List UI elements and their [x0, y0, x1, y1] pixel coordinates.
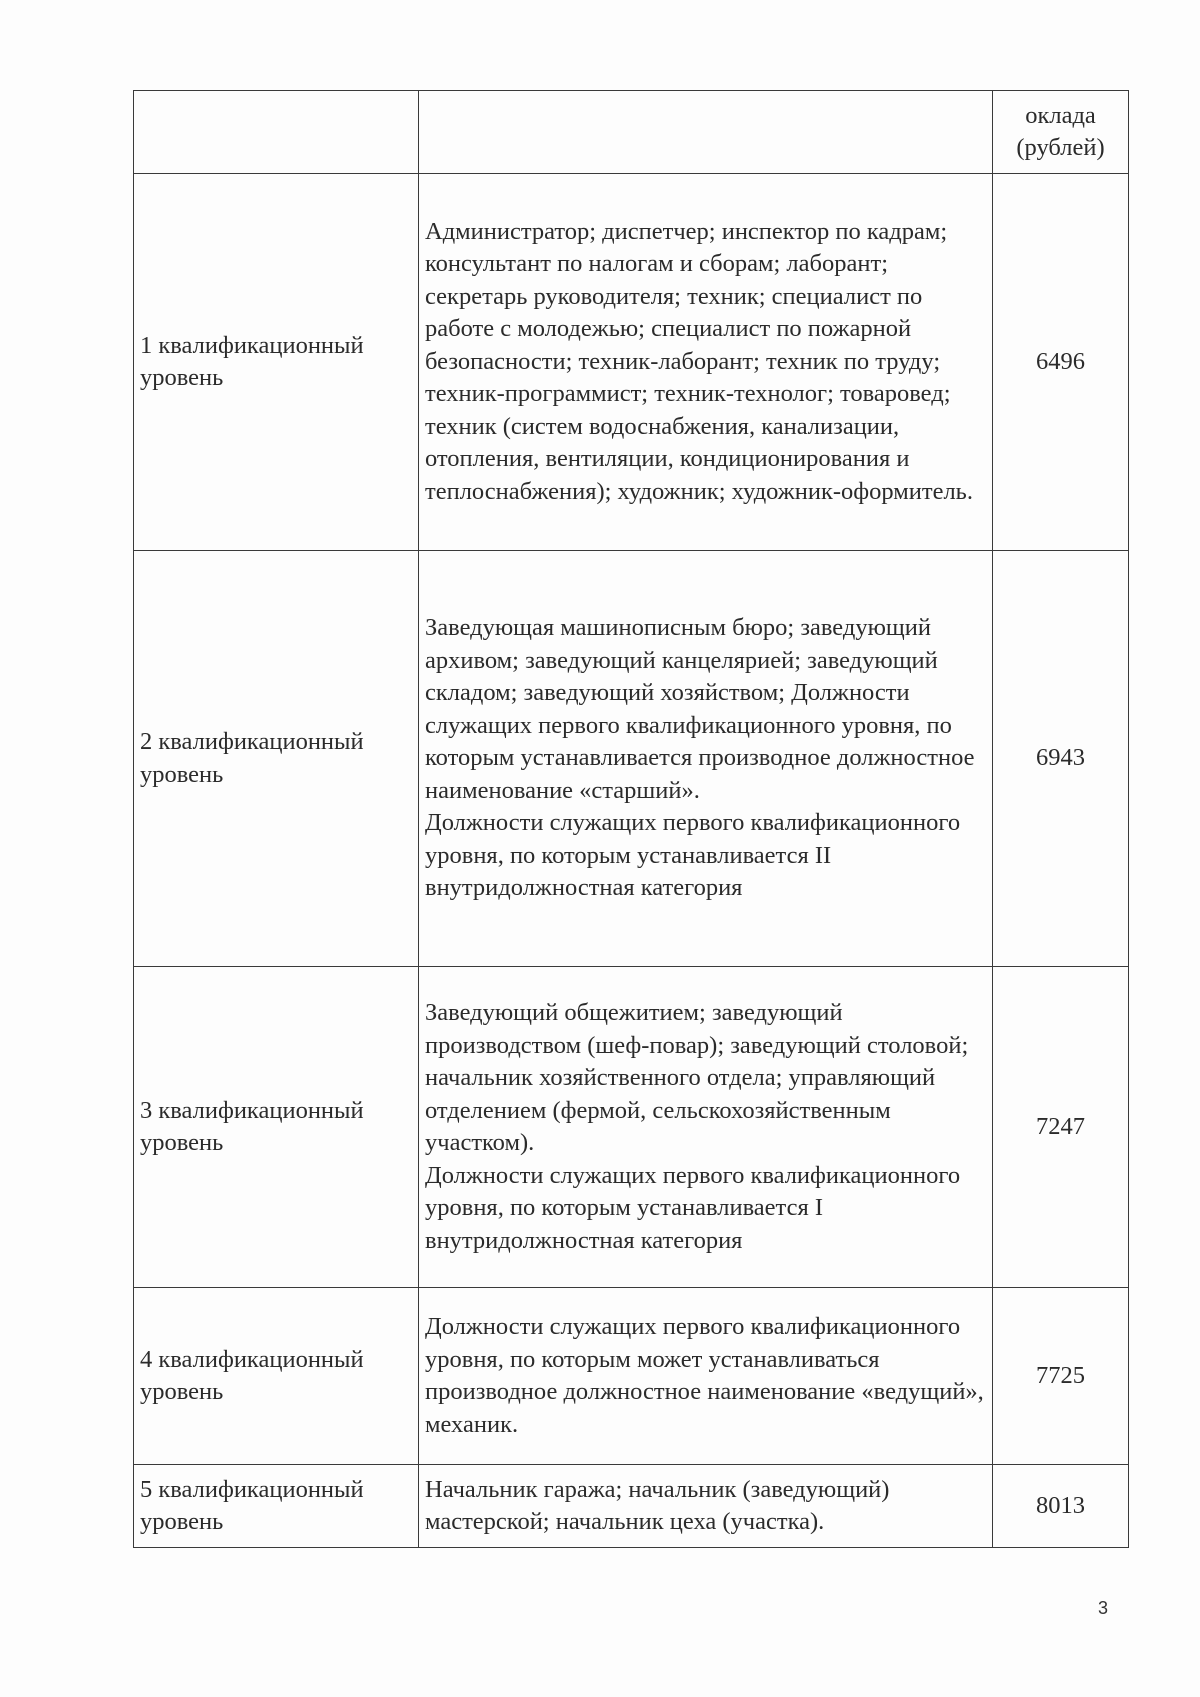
header-description-cell: [419, 91, 993, 174]
level-cell: 5 квалификационный уровень: [134, 1465, 419, 1548]
salary-cell: 7247: [993, 967, 1129, 1288]
salary-cell: 7725: [993, 1288, 1129, 1465]
positions-cell: Заведующая машинописным бюро; заведующий архивом; заведующий канцелярией; заведующий складом; заведующий хозяйством; Должности служащих первого квалификационного уровня, по которым устанавливается производное должностное наименование «старший». Должности служащих первого квалификационного уровня, по которым устанавливается II внутридолжностная категория: [419, 551, 993, 967]
header-level-cell: [134, 91, 419, 174]
page-number: 3: [1098, 1598, 1109, 1618]
level-cell: 4 квалификационный уровень: [134, 1288, 419, 1465]
salary-cell: 8013: [993, 1465, 1129, 1548]
level-cell: 3 квалификационный уровень: [134, 967, 419, 1288]
positions-cell: Администратор; диспетчер; инспектор по кадрам; консультант по налогам и сборам; лаборант; секретарь руководителя; техник; специалист по работе с молодежью; специалист по пожарной безопасности; техник-лаборант; техник по труду; техник-программист; техник-технолог; товаровед; техник (систем водоснабжения, канализации, отопления, вентиляции, кондиционирования и теплоснабжения); художник; художник-оформитель.: [419, 174, 993, 551]
level-cell: 2 квалификационный уровень: [134, 551, 419, 967]
salary-cell: 6943: [993, 551, 1129, 967]
positions-cell: Должности служащих первого квалификационного уровня, по которым может устанавливаться производное должностное наименование «ведущий», механик.: [419, 1288, 993, 1465]
table-row: [134, 1288, 1129, 1465]
table-row: [134, 174, 1129, 551]
table-row: [134, 967, 1129, 1288]
positions-cell: Заведующий общежитием; заведующий производством (шеф-повар); заведующий столовой; начальник хозяйственного отдела; управляющий отделением (фермой, сельскохозяйственным участком). Должности служащих первого квалификационного уровня, по которым устанавливается I внутридолжностная категория: [419, 967, 993, 1288]
positions-cell: Начальник гаража; начальник (заведующий) мастерской; начальник цеха (участка).: [419, 1465, 993, 1548]
header-salary-cell: оклада (рублей): [993, 91, 1129, 174]
table-row: [134, 1465, 1129, 1548]
table-row: [134, 551, 1129, 967]
salary-table: [133, 90, 1129, 1548]
salary-cell: 6496: [993, 174, 1129, 551]
level-cell: 1 квалификационный уровень: [134, 174, 419, 551]
table-header-row: [134, 91, 1129, 174]
